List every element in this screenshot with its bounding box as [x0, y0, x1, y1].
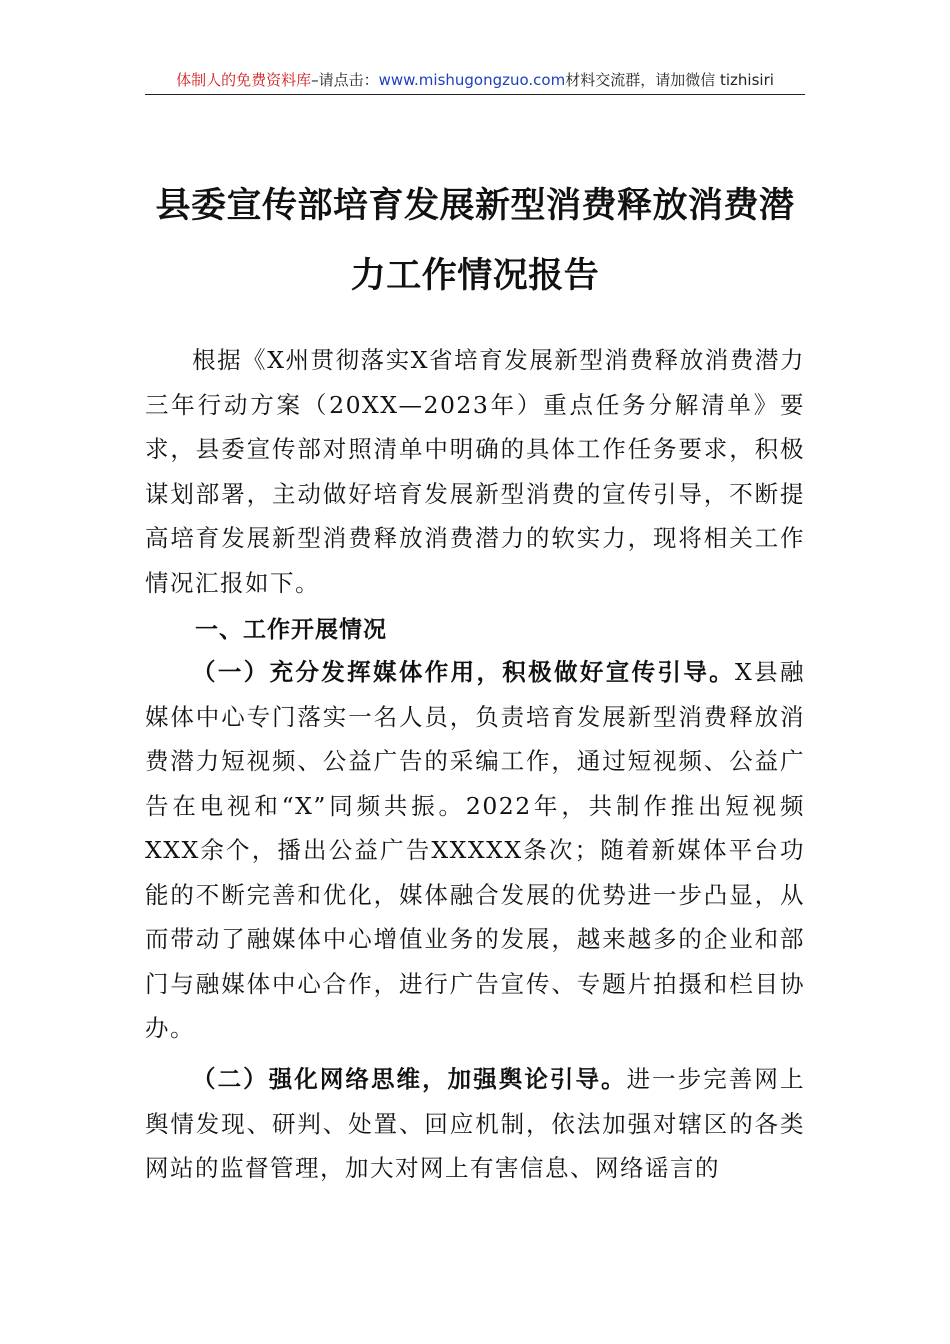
document-title-line-1: 县委宣传部培育发展新型消费释放消费潜 [155, 186, 795, 226]
item-1-body: X县融媒体中心专门落实一名人员，负责培育发展新型消费释放消费潜力短视频、公益广告的采编工作，通过短视频、公益广告在电视和“X”同频共振。2022年，共制作推出短视频XXX余个，播出公益广告XXXXX条次；随着新媒体平台功能的不断完善和优化，媒体融合发展的优势进一步凸显，从而带动了融媒体中心增值业务的发展，越来越多的企业和部门与融媒体中心合作，进行广告宣传、专题片拍摄和栏目协办。 [145, 658, 805, 1042]
header-brand: 体制人的免费资料库 [176, 71, 312, 89]
item-2-body: 进一步完善网上舆情发现、研判、处置、回应机制，依法加强对辖区的各类网站的监督管理，加大对网上有害信息、网络谣言的 [145, 1065, 806, 1182]
section-1-heading: 一、工作开展情况 [195, 617, 387, 643]
header-prompt: –请点击： [311, 71, 379, 89]
item-2-lead: （二）强化网络思维，加强舆论引导。 [192, 1065, 627, 1093]
intro-paragraph: 根据《X州贯彻落实X省培育发展新型消费释放消费潜力三年行动方案（20XX—2023年）重点任务分解清单》要求，县委宣传部对照清单中明确的具体工作任务要求，积极谋划部署，主动做好培育发展新型消费的宣传引导，不断提高培育发展新型消费释放消费潜力的软实力，现将相关工作情况汇报如下。 [145, 346, 805, 597]
header-url-link[interactable]: www.mishugongzuo.com [378, 71, 566, 89]
document-title-line-2: 力工作情况报告 [350, 256, 600, 296]
page-header [145, 66, 805, 95]
item-1-lead: （一）充分发挥媒体作用，积极做好宣传引导。 [192, 658, 736, 686]
item-2-paragraph [145, 1057, 805, 1191]
header-note: 材料交流群，请加微信 tizhisiri [565, 71, 774, 89]
item-1-paragraph [145, 650, 805, 1051]
